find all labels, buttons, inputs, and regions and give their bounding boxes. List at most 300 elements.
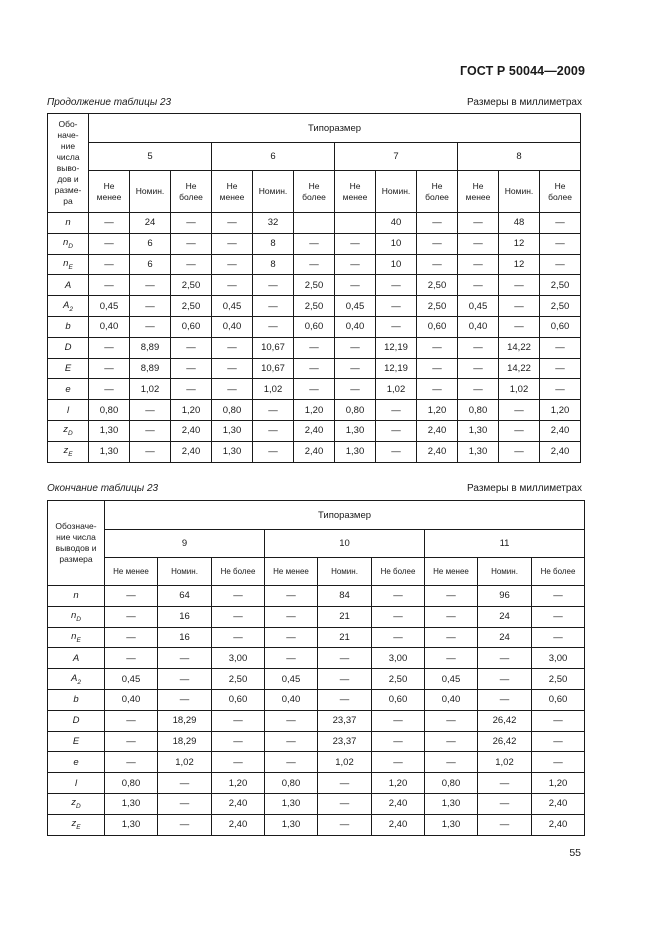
table-cell: — xyxy=(417,254,458,275)
table2-subheader: Номин. xyxy=(158,558,212,586)
table-cell: 1,30 xyxy=(425,793,478,814)
table-cell: 1,30 xyxy=(105,793,158,814)
table-cell: — xyxy=(318,689,372,710)
table-cell: 0,60 xyxy=(294,316,335,337)
table-cell: — xyxy=(265,731,318,752)
table-cell: 8 xyxy=(253,254,294,275)
table-row xyxy=(48,316,581,337)
table-cell: — xyxy=(540,358,581,379)
table-row xyxy=(48,710,585,731)
table-cell: 14,22 xyxy=(499,358,540,379)
table-row xyxy=(48,400,581,421)
table-cell: — xyxy=(425,586,478,607)
table-cell: — xyxy=(158,773,212,794)
table1-subheader: Не менее xyxy=(335,171,376,213)
table1-subheader: Не более xyxy=(417,171,458,213)
table-cell: — xyxy=(335,275,376,296)
table-cell: 2,50 xyxy=(294,275,335,296)
table-cell: — xyxy=(425,752,478,773)
table-cell: 3,00 xyxy=(212,648,265,669)
table-cell: 2,40 xyxy=(417,420,458,441)
row-symbol: n xyxy=(48,213,89,234)
table-cell: — xyxy=(171,254,212,275)
table-cell: 1,30 xyxy=(105,814,158,835)
table-cell: 1,30 xyxy=(89,420,130,441)
row-symbol: D xyxy=(48,710,105,731)
table-row xyxy=(48,420,581,441)
table-cell: 2,40 xyxy=(372,814,425,835)
table-cell: 0,45 xyxy=(212,296,253,317)
table-cell: — xyxy=(376,420,417,441)
table-cell: — xyxy=(458,275,499,296)
table-cell: — xyxy=(130,296,171,317)
table1-subheader: Номин. xyxy=(376,171,417,213)
table-cell: — xyxy=(105,710,158,731)
table-cell: — xyxy=(265,710,318,731)
table-cell: 1,02 xyxy=(253,379,294,400)
table-cell: — xyxy=(89,213,130,234)
table-cell: — xyxy=(478,814,532,835)
table-cell: 0,40 xyxy=(212,316,253,337)
table-row xyxy=(48,648,585,669)
row-symbol: A xyxy=(48,275,89,296)
table1-corner-header: Обо- наче- ние числа выво- дов и разме- ра xyxy=(48,114,89,213)
row-symbol: $z_D$ xyxy=(48,420,89,441)
table1-caption: Продолжение таблицы 23 xyxy=(47,97,172,108)
table-row xyxy=(48,296,581,317)
table-cell: — xyxy=(335,233,376,254)
table-cell: 2,50 xyxy=(294,296,335,317)
table-cell: — xyxy=(130,420,171,441)
table-cell: 10,67 xyxy=(253,358,294,379)
table-cell: — xyxy=(335,337,376,358)
table-row xyxy=(48,358,581,379)
table-cell: — xyxy=(212,586,265,607)
table2-size-11: 11 xyxy=(425,530,585,558)
table-cell: 0,80 xyxy=(458,400,499,421)
table-cell: 1,30 xyxy=(212,420,253,441)
table-row xyxy=(48,441,581,462)
table-cell: 2,40 xyxy=(212,814,265,835)
table-cell: — xyxy=(540,379,581,400)
table-cell: 2,40 xyxy=(540,420,581,441)
table-cell: 2,40 xyxy=(417,441,458,462)
table1-group-header: Типоразмер xyxy=(89,114,581,143)
table-cell: 1,20 xyxy=(532,773,585,794)
table-cell: 2,40 xyxy=(372,793,425,814)
table-cell: 10 xyxy=(376,233,417,254)
table-cell: — xyxy=(425,710,478,731)
table-cell: — xyxy=(425,731,478,752)
table-cell: 16 xyxy=(158,627,212,648)
table-cell: 0,80 xyxy=(105,773,158,794)
table-row xyxy=(48,669,585,690)
table-cell: — xyxy=(265,627,318,648)
table-cell: 1,30 xyxy=(335,441,376,462)
table-cell: 0,80 xyxy=(265,773,318,794)
table-cell: 1,20 xyxy=(372,773,425,794)
table-cell: — xyxy=(89,358,130,379)
table-cell: — xyxy=(532,731,585,752)
table-cell: 0,40 xyxy=(458,316,499,337)
table-row xyxy=(48,773,585,794)
table-23-ending xyxy=(47,500,585,836)
table-cell: 1,30 xyxy=(265,814,318,835)
table-cell: — xyxy=(532,627,585,648)
table-23-continuation xyxy=(47,113,581,463)
table-cell: 2,50 xyxy=(540,296,581,317)
table-cell: 16 xyxy=(158,606,212,627)
table-cell: — xyxy=(417,213,458,234)
table-cell: — xyxy=(212,710,265,731)
table-cell: 0,80 xyxy=(212,400,253,421)
table-cell: — xyxy=(105,752,158,773)
table-cell: 1,30 xyxy=(89,441,130,462)
row-symbol: E xyxy=(48,731,105,752)
table-cell: 6 xyxy=(130,233,171,254)
table-cell: — xyxy=(499,400,540,421)
table-cell: — xyxy=(158,814,212,835)
table-cell: — xyxy=(376,275,417,296)
table-cell: — xyxy=(540,213,581,234)
table-cell: — xyxy=(372,627,425,648)
table-cell: — xyxy=(265,606,318,627)
table-cell: 0,45 xyxy=(335,296,376,317)
table-cell: 40 xyxy=(376,213,417,234)
table-cell: — xyxy=(335,358,376,379)
table2-subheader: Не более xyxy=(212,558,265,586)
table-cell: 32 xyxy=(253,213,294,234)
table-cell: 0,45 xyxy=(425,669,478,690)
table-cell: 14,22 xyxy=(499,337,540,358)
row-symbol: $z_D$ xyxy=(48,793,105,814)
table-cell: — xyxy=(212,337,253,358)
table-cell: 2,40 xyxy=(294,441,335,462)
table-cell: 2,50 xyxy=(171,275,212,296)
table-cell: 1,02 xyxy=(158,752,212,773)
table-cell xyxy=(294,213,335,234)
table-cell: — xyxy=(372,586,425,607)
table-cell: 0,45 xyxy=(89,296,130,317)
row-symbol: $n_E$ xyxy=(48,627,105,648)
table2-size-9: 9 xyxy=(105,530,265,558)
table-cell: — xyxy=(376,400,417,421)
table1-size-7: 7 xyxy=(335,143,458,171)
table-cell: — xyxy=(105,627,158,648)
table-cell: 1,02 xyxy=(478,752,532,773)
table1-subheader: Номин. xyxy=(499,171,540,213)
row-symbol: $A_2$ xyxy=(48,669,105,690)
table-cell: — xyxy=(318,773,372,794)
row-symbol: $n_D$ xyxy=(48,233,89,254)
table2-corner-header: Обозначе- ние числа выводов и размера xyxy=(48,501,105,586)
table-row xyxy=(48,213,581,234)
table1-subheader: Номин. xyxy=(253,171,294,213)
table-cell: — xyxy=(294,233,335,254)
table-cell: — xyxy=(212,627,265,648)
table-cell: — xyxy=(253,316,294,337)
table-cell: — xyxy=(372,752,425,773)
table1-subheader: Номин. xyxy=(130,171,171,213)
table-cell: 8,89 xyxy=(130,337,171,358)
table-cell: 12,19 xyxy=(376,358,417,379)
table-cell: — xyxy=(376,441,417,462)
table-cell: — xyxy=(417,337,458,358)
table-cell: 0,60 xyxy=(540,316,581,337)
table-cell: — xyxy=(532,586,585,607)
table-cell: — xyxy=(105,648,158,669)
table-cell: 0,45 xyxy=(265,669,318,690)
table-cell: — xyxy=(130,441,171,462)
table-cell: 1,20 xyxy=(294,400,335,421)
table-cell: — xyxy=(212,358,253,379)
table-cell: — xyxy=(89,337,130,358)
table2-units: Размеры в миллиметрах xyxy=(467,483,582,494)
table-cell: — xyxy=(318,814,372,835)
table-cell: 84 xyxy=(318,586,372,607)
table-cell: 1,30 xyxy=(265,793,318,814)
table-cell: — xyxy=(253,420,294,441)
table-cell: — xyxy=(532,710,585,731)
table-cell: — xyxy=(212,731,265,752)
table2-subheader: Номин. xyxy=(478,558,532,586)
table-cell: 48 xyxy=(499,213,540,234)
table-cell: — xyxy=(499,420,540,441)
table-cell: — xyxy=(335,379,376,400)
table-cell: — xyxy=(458,254,499,275)
table-cell: — xyxy=(130,275,171,296)
table1-size-6: 6 xyxy=(212,143,335,171)
table-cell: — xyxy=(318,669,372,690)
table1-subheader: Не более xyxy=(171,171,212,213)
row-symbol: $n_D$ xyxy=(48,606,105,627)
table-cell: — xyxy=(372,710,425,731)
table1-subheader: Не более xyxy=(540,171,581,213)
table-cell: — xyxy=(294,337,335,358)
table-cell: — xyxy=(212,254,253,275)
table-cell: 1,02 xyxy=(376,379,417,400)
table-cell xyxy=(335,213,376,234)
table-cell: — xyxy=(212,379,253,400)
table-row xyxy=(48,586,585,607)
table-cell: 6 xyxy=(130,254,171,275)
table2-subheader: Не менее xyxy=(425,558,478,586)
table-cell: 0,60 xyxy=(372,689,425,710)
table2-group-header: Типоразмер xyxy=(105,501,585,530)
table2-subheader: Не менее xyxy=(265,558,318,586)
table-cell: — xyxy=(89,379,130,400)
table-row xyxy=(48,379,581,400)
table-cell: 96 xyxy=(478,586,532,607)
table-cell: 2,50 xyxy=(372,669,425,690)
table-cell: 1,20 xyxy=(417,400,458,421)
table-cell: 0,40 xyxy=(335,316,376,337)
table-row xyxy=(48,275,581,296)
table1-subheader: Не менее xyxy=(212,171,253,213)
table-cell: — xyxy=(540,337,581,358)
table-cell: 3,00 xyxy=(532,648,585,669)
table-cell: — xyxy=(212,606,265,627)
table-cell: 1,20 xyxy=(540,400,581,421)
table-cell: 12 xyxy=(499,233,540,254)
table-cell: — xyxy=(478,669,532,690)
table-row xyxy=(48,254,581,275)
table1-subheader: Не более xyxy=(294,171,335,213)
table-cell: — xyxy=(212,213,253,234)
row-symbol: $A_2$ xyxy=(48,296,89,317)
table-cell: 0,80 xyxy=(335,400,376,421)
table-cell: 0,60 xyxy=(171,316,212,337)
table-cell: — xyxy=(376,316,417,337)
table-cell: — xyxy=(294,358,335,379)
table-cell: 2,40 xyxy=(532,814,585,835)
table-cell: 0,40 xyxy=(265,689,318,710)
table-cell: 10,67 xyxy=(253,337,294,358)
table-cell: 18,29 xyxy=(158,710,212,731)
table-cell: 0,60 xyxy=(212,689,265,710)
table-cell: — xyxy=(376,296,417,317)
table-cell: 21 xyxy=(318,627,372,648)
table-cell: — xyxy=(89,254,130,275)
table-row xyxy=(48,337,581,358)
table-cell: — xyxy=(478,773,532,794)
table-cell: — xyxy=(318,793,372,814)
table-cell: — xyxy=(253,400,294,421)
table-cell: — xyxy=(417,358,458,379)
table-cell: — xyxy=(158,648,212,669)
table-cell: 24 xyxy=(478,606,532,627)
table-cell: 8 xyxy=(253,233,294,254)
table-cell: 1,20 xyxy=(212,773,265,794)
table-cell: 10 xyxy=(376,254,417,275)
row-symbol: l xyxy=(48,773,105,794)
table-cell: 23,37 xyxy=(318,731,372,752)
table-cell: — xyxy=(158,793,212,814)
table-cell: 2,50 xyxy=(532,669,585,690)
table-cell: 64 xyxy=(158,586,212,607)
table-cell: — xyxy=(89,275,130,296)
table1-size-8: 8 xyxy=(458,143,581,171)
table-cell: — xyxy=(212,233,253,254)
table-cell: — xyxy=(105,606,158,627)
table-row xyxy=(48,752,585,773)
table-cell: 0,60 xyxy=(532,689,585,710)
table-cell: — xyxy=(212,275,253,296)
page-number: 55 xyxy=(569,847,581,859)
table-cell: — xyxy=(478,689,532,710)
table-cell: 12 xyxy=(499,254,540,275)
table-cell: — xyxy=(425,606,478,627)
table-cell: — xyxy=(265,586,318,607)
table2-subheader: Не более xyxy=(372,558,425,586)
table-cell: — xyxy=(458,337,499,358)
table-cell: 2,40 xyxy=(171,441,212,462)
table-cell: — xyxy=(130,400,171,421)
table-cell: — xyxy=(478,793,532,814)
table-cell: 1,30 xyxy=(212,441,253,462)
table-cell: — xyxy=(458,379,499,400)
table-cell: 2,50 xyxy=(417,296,458,317)
table-cell: — xyxy=(499,441,540,462)
table-row xyxy=(48,689,585,710)
table-cell: — xyxy=(253,441,294,462)
table-cell: 2,50 xyxy=(212,669,265,690)
table-cell: 2,40 xyxy=(532,793,585,814)
table-cell: 2,40 xyxy=(540,441,581,462)
table-cell: 2,40 xyxy=(171,420,212,441)
table1-subheader: Не менее xyxy=(89,171,130,213)
row-symbol: e xyxy=(48,752,105,773)
table-row xyxy=(48,814,585,835)
table-cell: — xyxy=(253,275,294,296)
table-cell: 21 xyxy=(318,606,372,627)
table-cell: — xyxy=(105,586,158,607)
table-cell: — xyxy=(425,648,478,669)
row-symbol: A xyxy=(48,648,105,669)
table1-units: Размеры в миллиметрах xyxy=(467,97,582,108)
table-cell: — xyxy=(171,337,212,358)
table1-subheader: Не менее xyxy=(458,171,499,213)
table-row xyxy=(48,793,585,814)
table-cell: 8,89 xyxy=(130,358,171,379)
table-cell: — xyxy=(532,606,585,627)
table-cell: — xyxy=(253,296,294,317)
table-cell: 2,40 xyxy=(212,793,265,814)
table-cell: 1,30 xyxy=(458,441,499,462)
table-cell: 2,40 xyxy=(294,420,335,441)
table-cell: — xyxy=(458,233,499,254)
table-cell: — xyxy=(372,731,425,752)
row-symbol: E xyxy=(48,358,89,379)
table-cell: 26,42 xyxy=(478,710,532,731)
row-symbol: $z_E$ xyxy=(48,441,89,462)
table-cell: — xyxy=(540,254,581,275)
table-row xyxy=(48,627,585,648)
table-cell: 0,45 xyxy=(458,296,499,317)
table-cell: — xyxy=(499,316,540,337)
table2-subheader: Не менее xyxy=(105,558,158,586)
table-cell: 1,02 xyxy=(499,379,540,400)
table-cell: 1,02 xyxy=(130,379,171,400)
table-cell: — xyxy=(130,316,171,337)
table-cell: 26,42 xyxy=(478,731,532,752)
table-row xyxy=(48,606,585,627)
table-cell: — xyxy=(212,752,265,773)
table-cell: 12,19 xyxy=(376,337,417,358)
table-cell: — xyxy=(425,627,478,648)
table-cell: 1,30 xyxy=(335,420,376,441)
table2-size-10: 10 xyxy=(265,530,425,558)
table-cell: 2,50 xyxy=(171,296,212,317)
table-cell: — xyxy=(294,254,335,275)
table-cell: — xyxy=(171,379,212,400)
table-cell: — xyxy=(499,296,540,317)
table-cell: — xyxy=(417,233,458,254)
row-symbol: n xyxy=(48,586,105,607)
row-symbol: b xyxy=(48,316,89,337)
row-symbol: $z_E$ xyxy=(48,814,105,835)
table2-subheader: Номин. xyxy=(318,558,372,586)
table-row xyxy=(48,731,585,752)
table-cell: 18,29 xyxy=(158,731,212,752)
table-cell: — xyxy=(158,689,212,710)
table-cell: — xyxy=(499,275,540,296)
table-cell: — xyxy=(372,606,425,627)
table-cell: — xyxy=(89,233,130,254)
table-cell: — xyxy=(294,379,335,400)
document-title: ГОСТ Р 50044—2009 xyxy=(459,64,585,78)
table-cell: 0,40 xyxy=(425,689,478,710)
